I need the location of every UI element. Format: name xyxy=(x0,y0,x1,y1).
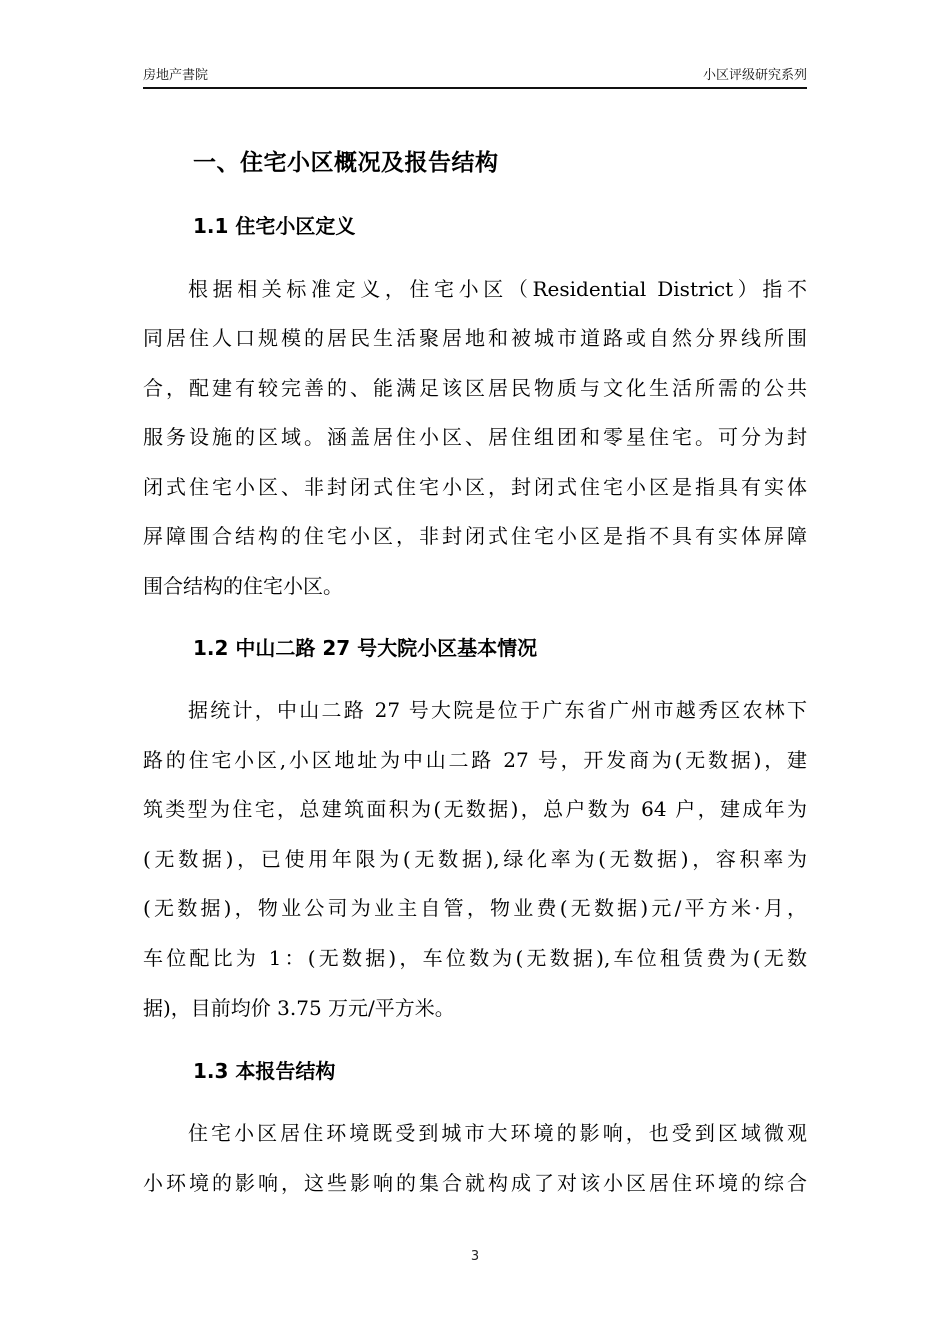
paragraph-line: 合，配建有较完善的、能满足该区居民物质与文化生活所需的公共 xyxy=(143,376,807,400)
paragraph-line: 闭式住宅小区、非封闭式住宅小区，封闭式住宅小区是指具有实体 xyxy=(143,475,807,499)
section-heading-1-2: 1.2 中山二路 27 号大院小区基本情况 xyxy=(193,636,538,660)
chapter-title: 一、住宅小区概况及报告结构 xyxy=(193,150,499,176)
paragraph-line: 同居住人口规模的居民生活聚居地和被城市道路或自然分界线所围 xyxy=(143,326,807,350)
header-series: 小区评级研究系列 xyxy=(702,68,807,83)
paragraph-line: 车位配比为 1：(无数据)，车位数为(无数据),车位租赁费为(无数 xyxy=(143,946,807,970)
section-heading-1-1: 1.1 住宅小区定义 xyxy=(193,214,356,238)
paragraph-line: 根据相关标准定义，住宅小区（Residential District）指不 xyxy=(188,277,807,301)
paragraph-line: 筑类型为住宅，总建筑面积为(无数据)，总户数为 64 户，建成年为 xyxy=(143,797,807,821)
page-number: 3 xyxy=(470,1249,480,1264)
paragraph-line: 屏障围合结构的住宅小区，非封闭式住宅小区是指不具有实体屏障 xyxy=(143,524,807,548)
paragraph-line: 路的住宅小区,小区地址为中山二路 27 号，开发商为(无数据)，建 xyxy=(143,748,807,772)
paragraph-line: 围合结构的住宅小区。 xyxy=(143,574,343,598)
header-divider xyxy=(143,87,807,89)
paragraph-line: 住宅小区居住环境既受到城市大环境的影响，也受到区域微观 xyxy=(188,1121,807,1145)
paragraph-line: 小环境的影响，这些影响的集合就构成了对该小区居住环境的综合 xyxy=(143,1171,807,1195)
section-heading-1-3: 1.3 本报告结构 xyxy=(193,1059,336,1083)
paragraph-line: (无数据)，物业公司为业主自管，物业费(无数据)元/平方米·月， xyxy=(143,896,807,920)
paragraph-line: (无数据)，已使用年限为(无数据),绿化率为(无数据)，容积率为 xyxy=(143,847,807,871)
paragraph-line: 服务设施的区域。涵盖居住小区、居住组团和零星住宅。可分为封 xyxy=(143,425,807,449)
header-publisher: 房地产書院 xyxy=(143,68,209,83)
paragraph-line: 据统计，中山二路 27 号大院是位于广东省广州市越秀区农林下 xyxy=(188,698,807,722)
paragraph-line: 据)，目前均价 3.75 万元/平方米。 xyxy=(143,996,455,1020)
